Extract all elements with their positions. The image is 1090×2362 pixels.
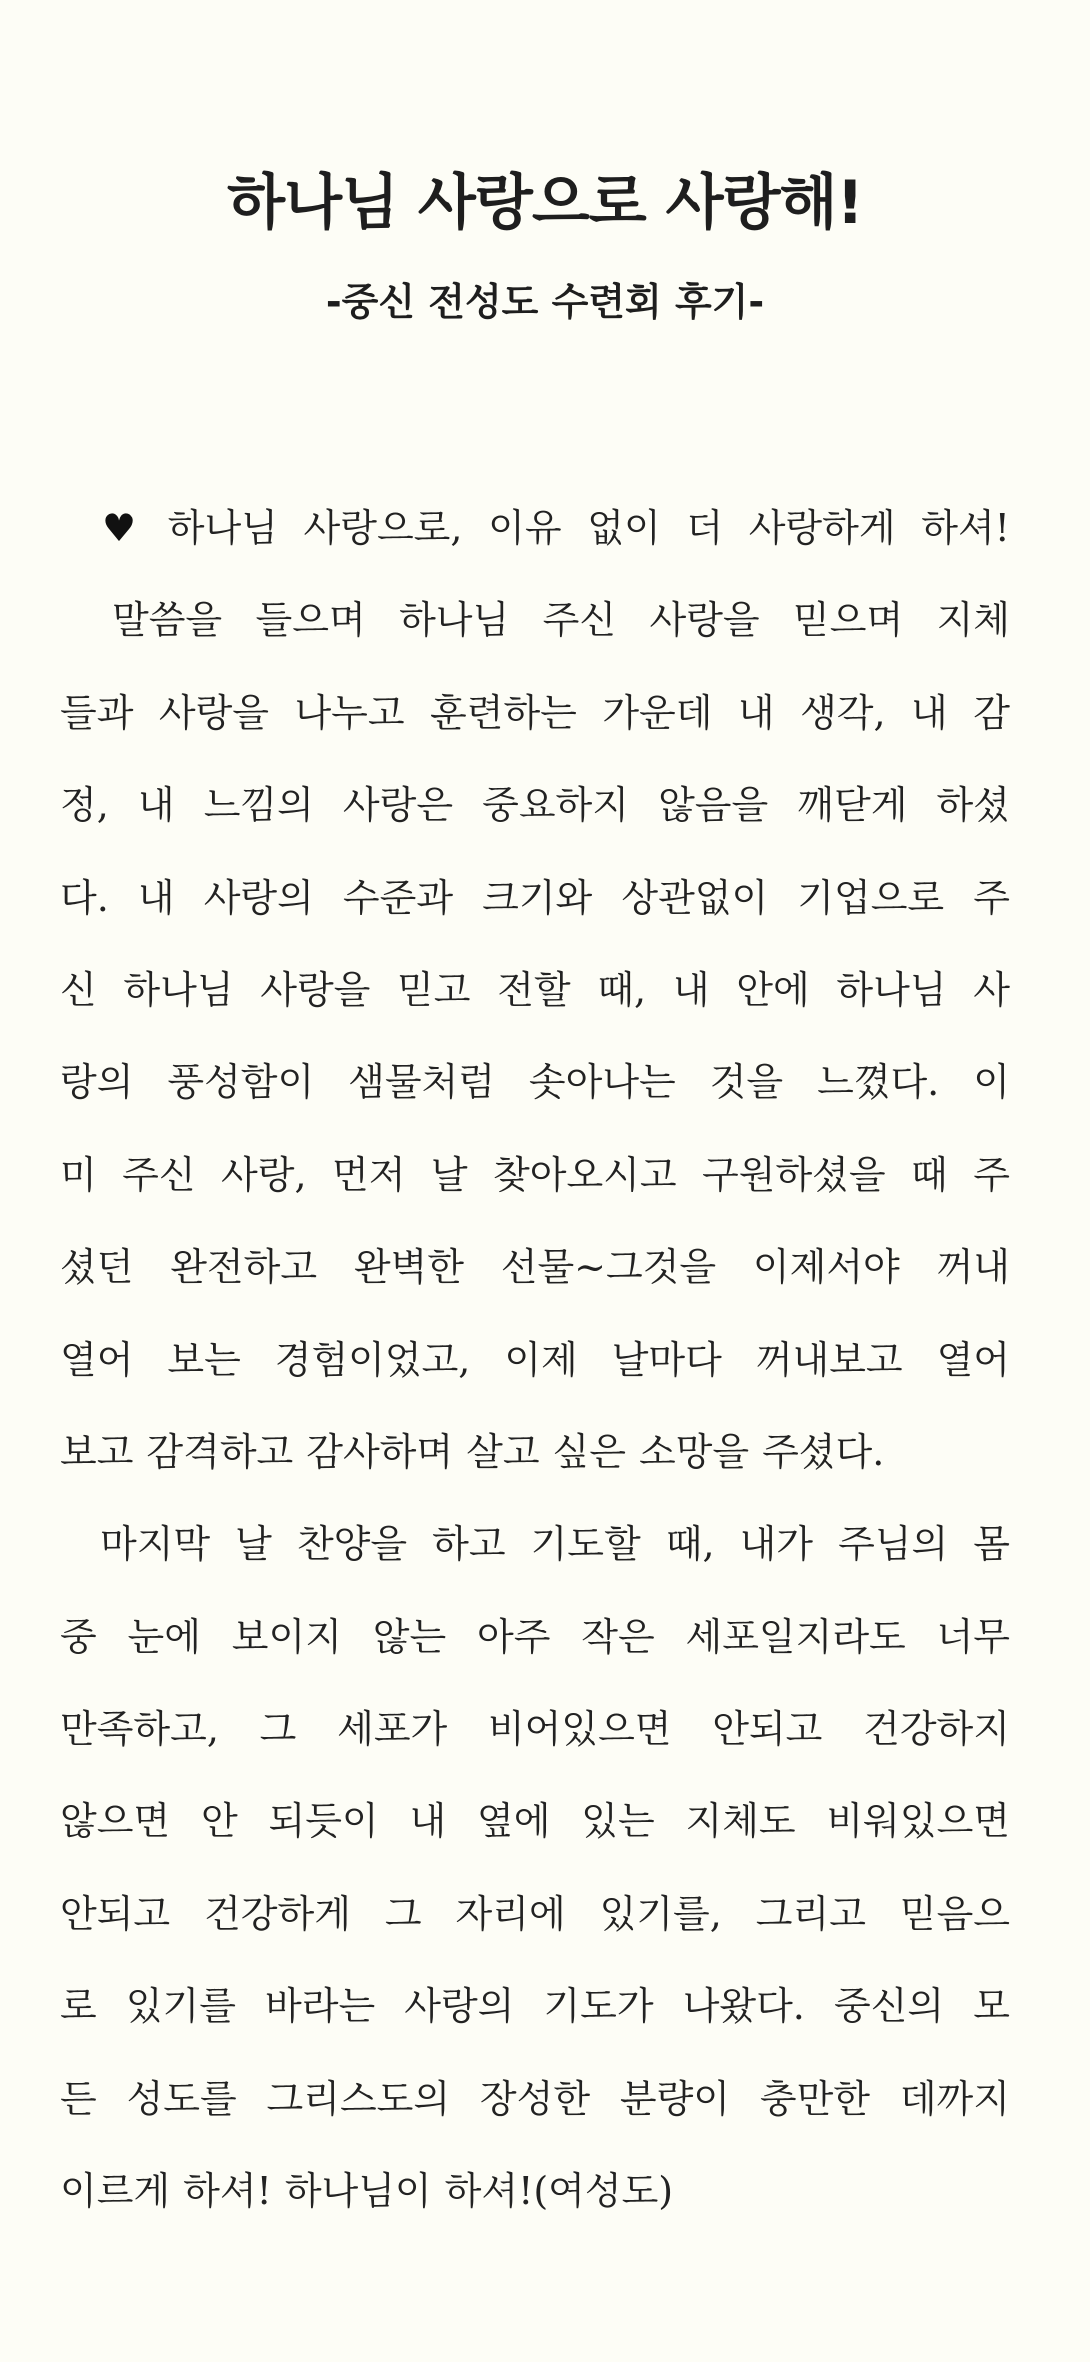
body-word: 주신 <box>542 598 617 643</box>
body-word: 없이 <box>587 506 661 550</box>
body-word: 날 <box>430 1152 468 1197</box>
body-word: 주셨다. <box>762 1429 885 1474</box>
body-word: 든 <box>60 2076 97 2121</box>
body-word: 않는 <box>372 1614 447 1659</box>
body-word: 장성한 <box>479 2076 591 2121</box>
body-word: 느낌의 <box>203 783 314 828</box>
body-word: 사랑은 <box>342 783 454 828</box>
body-word: 이르게 <box>60 2169 171 2214</box>
body-word: 훈련하는 <box>430 690 577 735</box>
body-word: 그 <box>259 1707 297 1752</box>
body-word: 세포가 <box>337 1707 448 1752</box>
body-word: 꺼내 <box>936 1245 1010 1290</box>
body-word: 열어 <box>936 1337 1010 1382</box>
page-title: 하나님 사랑으로 사랑해! <box>227 168 863 238</box>
body-word: 분량이 <box>619 2076 731 2121</box>
body-word: 더 <box>686 506 724 550</box>
body-word: 사랑으로, <box>303 506 463 550</box>
body-word: 감격하고 <box>146 1429 294 1474</box>
body-word: 랑의 <box>60 1060 134 1105</box>
body-word: 찾아오시고 <box>493 1152 677 1197</box>
body-word: 사랑하게 <box>748 506 896 550</box>
body-line <box>60 1601 1010 1693</box>
body-word: 안되고 <box>60 1891 171 1936</box>
body-word: 미 <box>60 1152 97 1197</box>
body-word: 내 <box>911 690 948 735</box>
body-word: 하나님 <box>399 598 510 643</box>
body-word: 구원하셨을 <box>702 1152 886 1197</box>
body-word: 하나님 <box>836 967 947 1012</box>
body-word: 사랑을 <box>260 967 371 1012</box>
body-word: 사랑을 <box>649 598 760 643</box>
body-word: 상관없이 <box>621 875 769 920</box>
body-word: 가운데 <box>602 690 713 735</box>
body-word: 믿고 <box>397 967 471 1012</box>
body-word: 중요하지 <box>482 783 629 828</box>
body-word: 이 <box>973 1060 1010 1105</box>
body-word: 하나님이 <box>284 2169 432 2214</box>
body-word: 들으며 <box>255 598 366 643</box>
body-word: 생각, <box>800 690 886 735</box>
body-line <box>60 1139 1010 1231</box>
body-word: 아주 <box>477 1614 551 1659</box>
body-word: 믿음으 <box>899 1891 1010 1936</box>
body-line <box>60 1878 1010 1970</box>
body-word: 솟아나는 <box>528 1060 676 1105</box>
body-word: 보는 <box>167 1337 241 1382</box>
body-word: 비워있으면 <box>826 1799 1010 1844</box>
body-word: 날 <box>235 1522 272 1567</box>
body-word: 내 <box>737 690 775 735</box>
body-word: 꺼내보고 <box>755 1337 903 1382</box>
body-word: 들과 <box>60 690 134 735</box>
body-word: 살고 <box>466 1429 540 1474</box>
body-word: 이제서야 <box>752 1245 900 1290</box>
article-body <box>60 492 1010 2247</box>
body-word: 바라는 <box>265 1984 376 2029</box>
body-word: 그 <box>384 1891 422 1936</box>
body-word: 옆에 <box>477 1799 551 1844</box>
body-word: 되듯이 <box>268 1799 379 1844</box>
body-word: 눈에 <box>127 1614 201 1659</box>
body-word: 샘물처럼 <box>348 1060 495 1105</box>
body-word: 사 <box>973 967 1010 1012</box>
body-word: 하나님 <box>123 967 234 1012</box>
body-word: 자리에 <box>455 1891 566 1936</box>
body-line <box>60 1785 1010 1877</box>
body-word: 하셨 <box>936 783 1010 828</box>
body-word: 선물~그것을 <box>500 1245 717 1290</box>
body-word: 있기를 <box>125 1984 236 2029</box>
body-word: 기도할 <box>530 1522 641 1567</box>
body-word: 지체 <box>936 598 1010 643</box>
body-word: 몸 <box>973 1522 1010 1567</box>
body-word: 주 <box>973 875 1010 920</box>
body-line <box>60 1693 1010 1785</box>
body-word: 하셔! <box>921 506 1010 550</box>
body-word: 건강하지 <box>863 1707 1010 1752</box>
body-word: 감 <box>973 690 1010 735</box>
body-word: 전할 <box>497 967 571 1012</box>
body-word: 안에 <box>736 967 810 1012</box>
body-word: 너무 <box>936 1614 1010 1659</box>
body-line <box>60 2063 1010 2155</box>
body-word: 먼저 <box>332 1152 406 1197</box>
body-word: 기업으로 <box>797 875 945 920</box>
body-word: 않음을 <box>658 783 769 828</box>
body-word: 경험이었고, <box>274 1337 471 1382</box>
body-word: 크기와 <box>482 875 593 920</box>
body-word: 로 <box>60 1984 97 2029</box>
body-line <box>60 677 1010 769</box>
body-line <box>60 1508 1010 1600</box>
body-word: 내 <box>409 1799 447 1844</box>
body-word: 하셔!(여성도) <box>444 2169 674 2214</box>
body-word: 수준과 <box>342 875 454 920</box>
body-word: 사랑의 <box>404 1984 515 2029</box>
body-word: 지체도 <box>685 1799 796 1844</box>
body-word: 데까지 <box>899 2076 1010 2121</box>
body-word: 싶은 <box>552 1429 626 1474</box>
body-word: 소망을 <box>638 1429 750 1474</box>
body-word: 열어 <box>60 1337 134 1382</box>
body-word: 세포일지라도 <box>685 1614 906 1659</box>
page-subtitle: -중신 전성도 수련회 후기- <box>325 280 765 324</box>
body-word: 주신 <box>122 1152 196 1197</box>
body-word: 중 <box>60 1614 97 1659</box>
body-word: 모 <box>973 1984 1010 2029</box>
body-line <box>60 954 1010 1046</box>
body-word: 말씀을 <box>112 598 223 643</box>
body-word: 때, <box>665 1522 715 1567</box>
body-line <box>60 769 1010 861</box>
body-word: 사랑의 <box>203 875 314 920</box>
body-line <box>60 1970 1010 2062</box>
body-word: 내 <box>137 783 175 828</box>
body-word: 않으면 <box>60 1799 171 1844</box>
body-word: 날마다 <box>611 1337 722 1382</box>
body-word: 그리스도의 <box>266 2076 451 2121</box>
body-word: 성도를 <box>126 2076 237 2121</box>
body-line <box>60 1046 1010 1138</box>
body-word: 건강하게 <box>204 1891 351 1936</box>
body-word: 그리고 <box>755 1891 866 1936</box>
body-word: 이제 <box>504 1337 578 1382</box>
body-word: 보고 <box>60 1429 134 1474</box>
body-word: 하셔! <box>183 2169 272 2214</box>
body-word: 주님의 <box>838 1522 949 1567</box>
body-word: 나누고 <box>294 690 405 735</box>
body-word: 하나님 <box>167 506 278 550</box>
body-word: 사랑, <box>221 1152 307 1197</box>
body-line <box>60 862 1010 954</box>
body-word: 있는 <box>581 1799 655 1844</box>
body-word: 때 <box>911 1152 948 1197</box>
body-word: 느꼈다. <box>817 1060 940 1105</box>
body-word: 사랑을 <box>158 690 269 735</box>
body-word: 마지막 <box>100 1522 211 1567</box>
body-word: 감사하며 <box>306 1429 454 1474</box>
body-word: 내 <box>137 875 175 920</box>
body-line <box>60 1231 1010 1323</box>
body-word: 다. <box>60 875 109 920</box>
body-word: 깨닫게 <box>797 783 908 828</box>
body-word: 안 <box>200 1799 238 1844</box>
body-word: 셨던 <box>60 1245 134 1290</box>
body-word: 안되고 <box>712 1707 823 1752</box>
heart-icon: ♥ <box>102 506 137 550</box>
body-word: 풍성함이 <box>167 1060 315 1105</box>
body-line <box>60 2155 1010 2247</box>
body-line <box>60 1416 1010 1508</box>
body-word: 찬양을 <box>296 1522 408 1567</box>
body-word: 이유 <box>488 506 562 550</box>
body-line <box>60 584 1010 676</box>
body-word: 충만한 <box>759 2076 870 2121</box>
body-word: 나왔다. <box>682 1984 805 2029</box>
body-word: 비어있으면 <box>487 1707 672 1752</box>
body-word: 있기를, <box>599 1891 722 1936</box>
body-word: 믿으며 <box>793 598 904 643</box>
body-word: 때, <box>597 967 647 1012</box>
body-word: 보이지 <box>231 1614 342 1659</box>
body-line <box>60 1324 1010 1416</box>
body-word: 중신의 <box>834 1984 945 2029</box>
body-word: 주 <box>973 1152 1010 1197</box>
body-word: 만족하고, <box>60 1707 219 1752</box>
body-line <box>60 492 1010 584</box>
body-word: 작은 <box>581 1614 655 1659</box>
body-word: 완벽한 <box>353 1245 464 1290</box>
body-word: 신 <box>60 967 97 1012</box>
body-word: 하고 <box>432 1522 506 1567</box>
body-word: 것을 <box>709 1060 784 1105</box>
body-word: 완전하고 <box>170 1245 318 1290</box>
body-word: 기도가 <box>543 1984 654 2029</box>
body-word: 내가 <box>739 1522 814 1567</box>
body-word: 내 <box>672 967 710 1012</box>
body-word: 정, <box>60 783 109 828</box>
